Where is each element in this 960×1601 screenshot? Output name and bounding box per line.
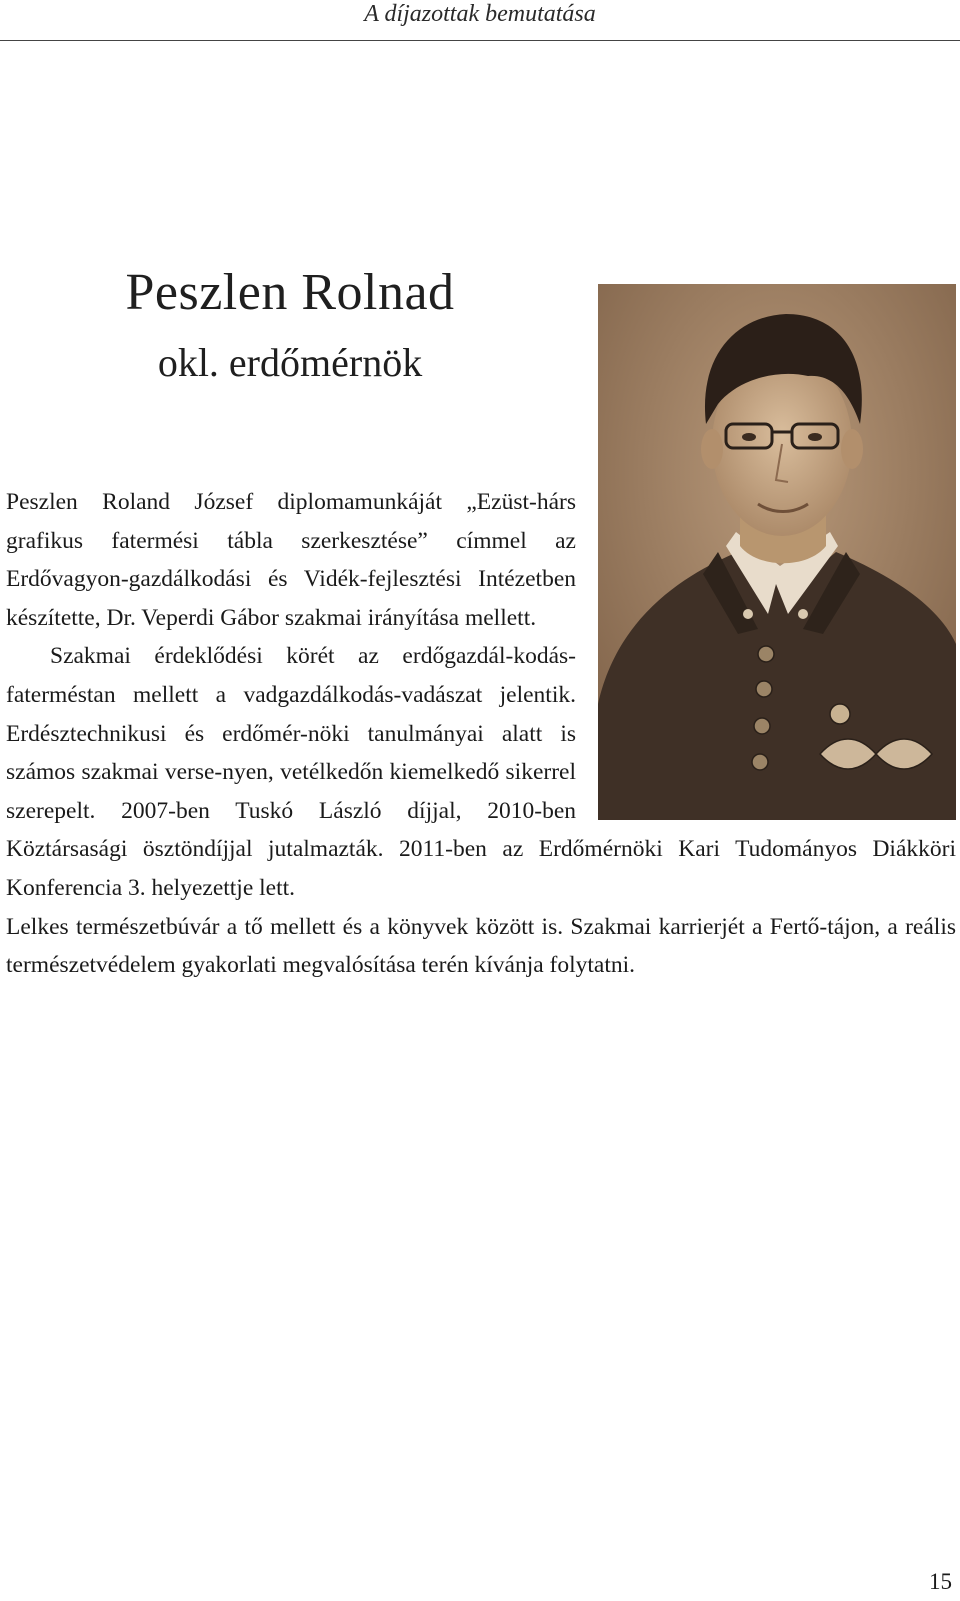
- paragraph-2: Szakmai érdeklődési körét az erdőgazdál-kodás-faterméstan mellett a vadgazdálkodás-vadászat jelentik. Erdésztechnikusi és erdőmér-nöki tanulmányai alatt is számos szakmai verse-nyen, vetélkedőn kiemelkedő sikerrel szerepelt. 2007-ben Tuskó László díjjal, 2010-ben Köztársasági ösztöndíjjal jutalmazták. 2011-ben az Erdőmérnöki Kari Tudományos Diákköri Konferencia 3. helyezettje lett.: [6, 643, 956, 901]
- left-eye: [742, 433, 756, 441]
- running-header: A díjazottak bemutatása: [364, 1, 596, 27]
- paragraph-1: Peszlen Roland József diplomamunkáját „Ezüst-hárs grafikus fatermési tábla szerkesztése” címmel az Erdővagyon-gazdálkodási és Vidék-fejlesztési Intézetben készítette, Dr. Veperdi Gábor szakmai irányítása mellett.: [6, 489, 576, 631]
- page-title: Peszlen Rolnad: [125, 264, 455, 321]
- right-eye: [808, 433, 822, 441]
- article-body: [6, 483, 956, 985]
- header-divider: [0, 40, 960, 41]
- left-ear: [701, 429, 723, 469]
- page-number: 15: [929, 1569, 952, 1594]
- degree-subtitle: okl. erdőmérnök: [157, 340, 423, 385]
- right-ear: [841, 429, 863, 469]
- paragraph-3: Lelkes természetbúvár a tő mellett és a könyvek között is. Szakmai karrierjét a Fertő-tájon, a reális természetvédelem gyakorlati megvalósítása terén kívánja folytatni.: [6, 913, 956, 979]
- photo-wrap-spacer: [576, 483, 956, 824]
